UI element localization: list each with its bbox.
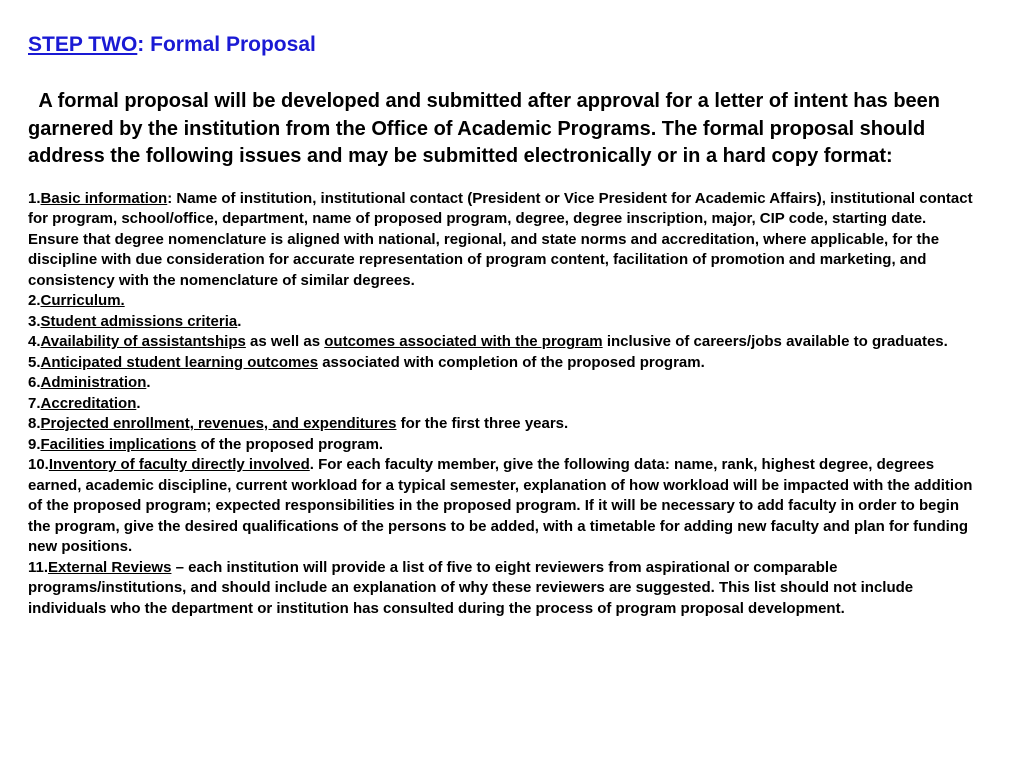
item-number: 11. [28, 558, 49, 576]
list-item [28, 414, 973, 435]
item-number: 10. [28, 456, 49, 473]
item-number: 2. [28, 292, 41, 309]
title-text: : Formal Proposal [137, 33, 316, 56]
accreditation-link[interactable]: Accreditation [40, 394, 137, 412]
list-item [28, 373, 973, 394]
list-item [28, 558, 973, 620]
item-number: 9. [28, 435, 41, 453]
basic-information-link[interactable]: Basic information [40, 189, 168, 207]
list-item [28, 455, 973, 558]
item-text: inclusive of careers/jobs available to graduates. [602, 333, 948, 350]
item-number: 7. [28, 394, 41, 412]
nomenclature-note: Ensure that degree nomenclature is aligned with national, regional, and state norms and accreditation, where applicable, for the discipline with due consideration for accurate representation of program content, facilitation of promotion and marketing, and consistency with the nomenclature of similar degrees. [28, 230, 940, 289]
list-item [28, 291, 973, 312]
item-number: 8. [28, 415, 41, 432]
slide-title [28, 30, 978, 60]
item-number: 5. [28, 353, 41, 371]
requirements-list [28, 189, 973, 620]
assistantships-link[interactable]: Availability of assistantships [40, 333, 246, 350]
slide-content [28, 30, 978, 619]
intro-paragraph [28, 88, 973, 171]
list-item [28, 435, 973, 456]
list-item [28, 312, 973, 333]
item-text: of the proposed program. [196, 435, 384, 453]
list-item [28, 394, 973, 415]
program-outcomes-link[interactable]: outcomes associated with the program [324, 333, 603, 350]
item-text: associated with completion of the proposed program. [318, 353, 705, 371]
list-item [28, 189, 973, 230]
item-text: for the first three years. [396, 415, 569, 432]
faculty-inventory-link[interactable]: Inventory of faculty directly involved [48, 456, 310, 473]
item-text: as well as [245, 333, 325, 350]
external-reviews-link[interactable]: External Reviews [48, 558, 172, 576]
item-number: 3. [28, 312, 41, 330]
item-text: . For each faculty member, give the following data: name, rank, highest degree, degrees earned, academic discipline, current workload for a typical semester, explanation of how workload will be impacted with the addition of the proposed program; expected responsibilities in the proposed program. If it will be necessary to add faculty in order to begin the program, give the desired qualifications of the persons to be added, with a timetable for adding new faculty and plan for funding new positions. [28, 456, 973, 555]
item-number: 4. [28, 333, 41, 350]
item-text: . [146, 374, 151, 391]
list-item [28, 353, 973, 374]
step-two-link[interactable]: STEP TWO [28, 33, 138, 56]
learning-outcomes-link[interactable]: Anticipated student learning outcomes [40, 353, 319, 371]
intro-text: A formal proposal will be developed and submitted after approval for a letter of intent has been garnered by the institution from the Office of Academic Programs. The formal proposal should address the following issues and may be submitted electronically or in a hard copy format: [28, 90, 941, 167]
item-text: . [237, 312, 242, 330]
item-number: 1. [28, 189, 41, 207]
administration-link[interactable]: Administration [40, 374, 147, 391]
projected-enrollment-link[interactable]: Projected enrollment, revenues, and expenditures [40, 415, 397, 432]
student-admissions-criteria-link[interactable]: Student admissions criteria [40, 312, 238, 330]
facilities-implications-link[interactable]: Facilities implications [40, 435, 197, 453]
item-text: : Name of institution, institutional contact (President or Vice President for Academic Affairs), institutional contact for program, school/office, department, name of proposed program, degree, degree inscription, major, CIP code, starting date. [28, 189, 973, 227]
curriculum-link[interactable]: Curriculum. [40, 292, 125, 309]
item-text: – each institution will provide a list of five to eight reviewers from aspirational or comparable programs/institutions, and should include an explanation of why these reviewers are suggested. This list should not include individuals who the department or institution has consulted during the process of program proposal development. [28, 558, 914, 617]
item-text: . [136, 394, 141, 412]
list-item [28, 332, 973, 353]
item-number: 6. [28, 374, 41, 391]
